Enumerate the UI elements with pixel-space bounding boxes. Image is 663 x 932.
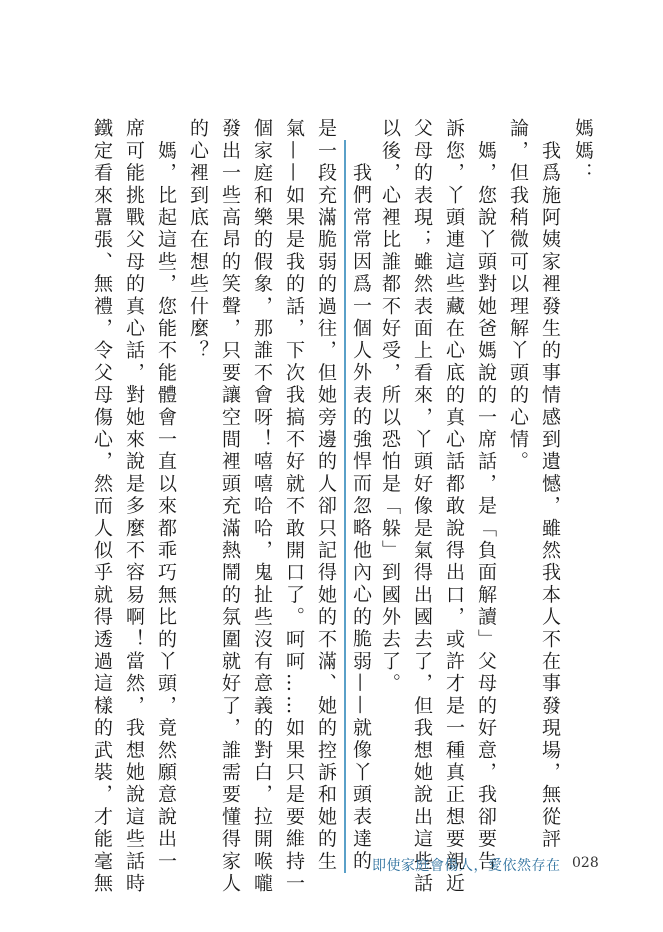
text-column-8: 我們常常因爲一個人外表的強悍而忽略他內心的脆弱——就像丫頭表達的: [344, 140, 374, 873]
text-column-13: 的心裡到底在想些什麼？: [187, 118, 209, 363]
text-column-9: 是一段充滿脆弱的過往，但她旁邊的人卻只記得她的不滿、她的控訴和她的生: [315, 118, 337, 873]
running-footer-title: 即使家庭會傷人，愛依然存在: [372, 858, 561, 874]
text-column-6: 父母的表現；雖然表面上看來，丫頭好像是氣得出國去了，但我想她說出這些話: [411, 118, 433, 895]
text-column-16: 鐵定看來囂張、無禮，令父母傷心，然而人似乎就得透過這樣的武裝，才能毫無: [91, 118, 113, 895]
text-column-1: 媽媽：: [572, 118, 594, 185]
text-column-14: 媽，比起這些，您能不能體會一直以來都乖巧無比的丫頭，竟然願意說出一: [155, 118, 177, 873]
text-column-15: 席可能挑戰父母的真心話，對她來說是多麼不容易啊！當然，我想她說這些話時: [123, 118, 145, 895]
text-column-12: 發出一些高昂的笑聲，只要讓空間裡頭充滿熱鬧的氛圍就好了，誰需要懂得家人: [219, 118, 241, 895]
text-column-11: 個家庭和樂的假象，那誰不會呀！嘻嘻哈哈，鬼扯些沒有意義的對白，拉開喉嚨: [251, 118, 273, 895]
text-column-2: 我爲施阿姨家裡發生的事情感到遺憾，雖然我本人不在事發現場，無從評: [539, 118, 561, 851]
text-column-10: 氣——如果是我的話，下次我搞不好就不敢開口了。呵呵……如果只是要維持一: [283, 118, 305, 895]
page-number: 028: [572, 855, 599, 871]
text-column-3: 論，但我稍微可以理解丫頭的心情。: [507, 118, 529, 474]
text-column-5: 訴您，丫頭連這些藏在心底的真心話都敢說得出口，或許才是一種真正想要親近: [443, 118, 465, 895]
text-column-4: 媽，您說丫頭對她爸媽說的一席話，是「負面解讀」父母的好意，我卻要告: [475, 118, 497, 873]
text-column-7: 以後，心裡比誰都不好受，所以恐怕是「躲」到國外去了。: [379, 118, 401, 696]
